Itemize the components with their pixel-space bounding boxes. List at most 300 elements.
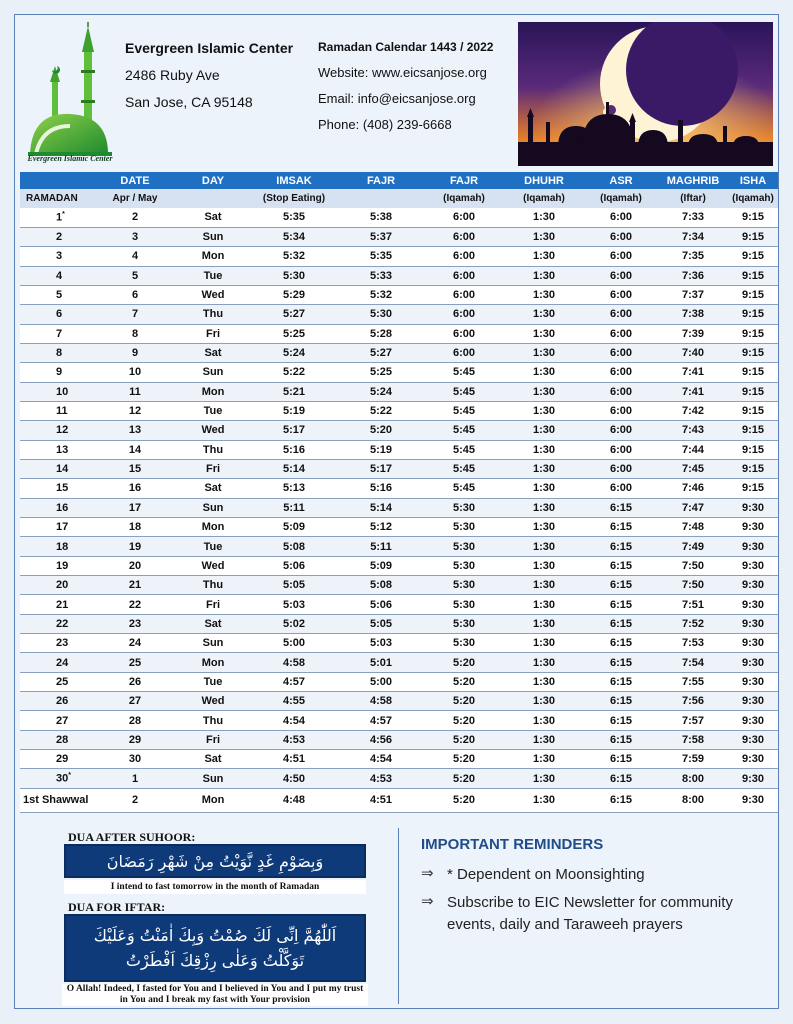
table-cell: 5:20 [424,672,504,691]
column-subheader: (Iftar) [658,189,728,208]
table-cell: 9:15 [728,208,778,227]
reminder-text: * Dependent on Moonsighting [447,866,645,883]
dua-suhoor-translation: I intend to fast tomorrow in the month of Ramadan [64,880,366,894]
table-cell: 6:00 [584,285,658,304]
table-row [20,692,778,711]
column-subheader [338,189,424,208]
table-cell: 5:28 [338,324,424,343]
table-cell: 28 [20,730,94,749]
table-cell: 2 [94,788,176,812]
table-row [20,324,778,343]
table-cell: 9:30 [728,653,778,672]
table-row [20,788,778,812]
table-cell: 7:46 [658,479,728,498]
table-cell: 7:44 [658,440,728,459]
table-row [20,653,778,672]
table-cell: 5:13 [250,479,338,498]
table-cell: 7:38 [658,305,728,324]
website-text: Website: www.eicsanjose.org [318,65,487,80]
table-row [20,750,778,769]
table-cell: 6:00 [584,459,658,478]
table-cell: 9:15 [728,285,778,304]
table-cell: 5:06 [250,556,338,575]
table-cell: 25 [94,653,176,672]
table-cell: 6:15 [584,750,658,769]
table-cell: 5:21 [250,382,338,401]
table-cell: 7:52 [658,614,728,633]
table-cell: 6:00 [424,266,504,285]
table-cell: Wed [176,285,250,304]
table-cell: 7:40 [658,343,728,362]
table-cell: 5:45 [424,440,504,459]
table-row [20,285,778,304]
mosque-logo [22,22,114,168]
table-cell: 6:00 [584,324,658,343]
table-row [20,382,778,401]
table-cell: 5:19 [250,401,338,420]
table-cell: 9:30 [728,750,778,769]
table-cell: 5:08 [338,576,424,595]
table-cell: 7:57 [658,711,728,730]
table-cell: 1:30 [504,285,584,304]
table-cell: 7 [20,324,94,343]
table-cell: 5:30 [424,556,504,575]
table-cell: 5:32 [338,285,424,304]
table-cell: 5:30 [424,498,504,517]
table-cell: 6:00 [584,421,658,440]
table-row [20,614,778,633]
table-cell: Wed [176,421,250,440]
dua-suhoor-arabic [64,844,366,878]
table-cell: 5:16 [250,440,338,459]
table-cell: Thu [176,305,250,324]
table-cell: 7:37 [658,285,728,304]
table-cell: 9:15 [728,343,778,362]
table-cell: 25 [20,672,94,691]
column-subheader: (Iqamah) [584,189,658,208]
table-cell: 18 [20,537,94,556]
center-street: 2486 Ruby Ave [125,67,220,83]
table-cell: 17 [94,498,176,517]
table-cell: 5:45 [424,363,504,382]
table-cell: 5:03 [338,634,424,653]
table-cell: Fri [176,730,250,749]
table-cell: 6:00 [584,363,658,382]
table-cell: 9:15 [728,421,778,440]
table-cell: 1:30 [504,537,584,556]
table-cell: 7:49 [658,537,728,556]
footer-divider [398,828,399,1004]
table-cell: 6:00 [424,343,504,362]
table-cell: 1:30 [504,556,584,575]
table-cell: 4:58 [338,692,424,711]
table-row [20,401,778,420]
table-cell: 6:15 [584,498,658,517]
table-cell: 1:30 [504,324,584,343]
arrow-right-icon: ⇒ [421,893,434,910]
table-cell: Thu [176,576,250,595]
table-cell: 12 [20,421,94,440]
table-cell: 7:48 [658,518,728,537]
table-cell: 14 [20,459,94,478]
table-cell: 5:27 [338,343,424,362]
table-cell: 10 [94,363,176,382]
table-cell: 1:30 [504,498,584,517]
table-cell: 1:30 [504,479,584,498]
table-row [20,440,778,459]
table-cell: 7:43 [658,421,728,440]
table-cell: 19 [94,537,176,556]
table-cell: 6:15 [584,576,658,595]
table-row [20,537,778,556]
table-row [20,363,778,382]
table-cell: 24 [94,634,176,653]
table-cell: 4:55 [250,692,338,711]
table-row [20,459,778,478]
table-cell: 6:00 [584,401,658,420]
table-cell: 3 [94,227,176,246]
table-cell: 6:00 [584,208,658,227]
table-cell: 6:15 [584,692,658,711]
table-cell: 9:15 [728,266,778,285]
table-row [20,421,778,440]
table-cell: 5:38 [338,208,424,227]
table-cell: 5:00 [338,672,424,691]
table-cell: 7:35 [658,247,728,266]
table-cell: 24 [20,653,94,672]
table-row [20,343,778,362]
table-cell: 22 [94,595,176,614]
table-cell: 1:30 [504,440,584,459]
table-header-row [20,172,778,189]
table-cell: 5:20 [424,692,504,711]
table-cell: 9:15 [728,479,778,498]
table-cell: 7:55 [658,672,728,691]
table-cell: 9:30 [728,788,778,812]
table-row [20,672,778,691]
table-cell: 4:53 [338,769,424,788]
table-row [20,498,778,517]
table-cell: 9:30 [728,614,778,633]
dua-suhoor-arabic-text: وَبِصَوْمِ غَدٍ نَّوَيْتُ مِنْ شَهْرِ رَمَضَانَ [106,851,324,871]
table-subheader-row [20,189,778,208]
table-cell: 14 [94,440,176,459]
table-row [20,305,778,324]
table-cell: 22 [20,614,94,633]
table-cell: Thu [176,440,250,459]
table-row [20,556,778,575]
table-cell: 5:20 [424,730,504,749]
table-cell: 7:47 [658,498,728,517]
column-subheader [176,189,250,208]
table-cell: 5:11 [338,537,424,556]
table-cell: 9:15 [728,247,778,266]
table-cell: 1:30 [504,421,584,440]
table-cell: 9:30 [728,730,778,749]
table-cell: 16 [94,479,176,498]
table-cell: 6:00 [584,227,658,246]
table-cell: 5:16 [338,479,424,498]
table-cell: 20 [94,556,176,575]
table-cell: 7:50 [658,556,728,575]
column-header: ISHA [728,172,778,189]
table-cell: 6:00 [584,440,658,459]
table-cell: 5:05 [338,614,424,633]
table-cell: 6:00 [424,324,504,343]
dua-suhoor-title: DUA AFTER SUHOOR: [68,830,196,844]
table-cell: 9:30 [728,769,778,788]
table-cell: 1:30 [504,711,584,730]
table-cell: 6:00 [424,208,504,227]
table-cell: 5:27 [250,305,338,324]
table-cell: 5:30 [424,537,504,556]
table-cell: 5:05 [250,576,338,595]
crescent-mosque-banner [518,22,773,166]
table-cell: Fri [176,459,250,478]
table-cell: Mon [176,788,250,812]
table-cell: 6:15 [584,556,658,575]
table-cell: Sat [176,750,250,769]
table-cell: 5:30 [424,614,504,633]
table-cell: 1:30 [504,305,584,324]
table-cell: Tue [176,266,250,285]
calendar-title: Ramadan Calendar 1443 / 2022 [318,40,494,54]
table-cell: Mon [176,653,250,672]
table-cell: 5:08 [250,537,338,556]
table-cell: 7:59 [658,750,728,769]
table-cell: 7:39 [658,324,728,343]
table-cell: 7:56 [658,692,728,711]
table-cell: Sun [176,363,250,382]
table-cell: 6:15 [584,614,658,633]
table-cell: 9:30 [728,672,778,691]
table-cell: 5:14 [338,498,424,517]
column-subheader: (Iqamah) [504,189,584,208]
table-cell: 6:00 [584,266,658,285]
ramadan-calendar-table [20,172,778,813]
table-cell: 7:33 [658,208,728,227]
table-cell: 15 [20,479,94,498]
table-cell: 9:15 [728,227,778,246]
dua-iftar-arabic [64,914,366,982]
table-cell: 7:41 [658,382,728,401]
table-cell: 4 [94,247,176,266]
table-cell: 4:54 [338,750,424,769]
table-cell: 18 [94,518,176,537]
table-cell: 1:30 [504,692,584,711]
table-cell: 11 [94,382,176,401]
table-row [20,711,778,730]
table-cell [20,208,94,227]
table-cell: 5:20 [424,653,504,672]
center-name: Evergreen Islamic Center [125,40,294,56]
table-cell: Sat [176,479,250,498]
table-cell: 6:00 [424,247,504,266]
table-row [20,247,778,266]
reminder-item [421,892,767,936]
moonsighting-asterisk: * [62,211,65,219]
table-cell: 5:03 [250,595,338,614]
table-cell: 5:30 [338,305,424,324]
column-header: FAJR [424,172,504,189]
table-cell: 1:30 [504,576,584,595]
table-cell: 4:54 [250,711,338,730]
table-cell: 28 [94,711,176,730]
table-cell: 1:30 [504,730,584,749]
table-cell: 5:35 [338,247,424,266]
reminder-item [421,864,767,886]
table-cell: 5:20 [424,788,504,812]
table-cell: 5:25 [250,324,338,343]
table-cell: Mon [176,518,250,537]
table-row [20,730,778,749]
table-cell: 1:30 [504,363,584,382]
table-cell: 5:45 [424,459,504,478]
table-row [20,518,778,537]
table-cell: 1:30 [504,247,584,266]
table-cell: 9:30 [728,537,778,556]
table-cell: 17 [20,518,94,537]
table-cell: 29 [20,750,94,769]
table-cell: 5:00 [250,634,338,653]
column-header: DAY [176,172,250,189]
column-header: MAGHRIB [658,172,728,189]
column-header: DHUHR [504,172,584,189]
table-cell: 15 [94,459,176,478]
table-cell: 1:30 [504,672,584,691]
arrow-right-icon: ⇒ [421,865,434,882]
table-cell: 5:30 [250,266,338,285]
table-cell: 27 [94,692,176,711]
table-cell: 9:15 [728,363,778,382]
table-cell: 5:12 [338,518,424,537]
table-cell: 6:00 [424,285,504,304]
table-cell: 1 [94,769,176,788]
table-cell: 1:30 [504,614,584,633]
table-cell: 1:30 [504,227,584,246]
table-cell: 1:30 [504,750,584,769]
table-cell: 6:15 [584,595,658,614]
table-cell: 1:30 [504,788,584,812]
table-cell: 6:00 [584,305,658,324]
table-cell: 1st Shawwal [20,788,94,812]
table-cell: 6:00 [584,382,658,401]
table-cell: 1:30 [504,382,584,401]
table-cell: 3 [20,247,94,266]
table-cell: 5:30 [424,576,504,595]
dua-iftar-arabic-line-1: اَللّٰهُمَّ اِنِّی لَكَ صُمْتُ وَبِكَ اٰمَنْتُ وَعَلَيْكَ [93,926,337,945]
table-cell: 6:15 [584,711,658,730]
table-cell: Sat [176,343,250,362]
table-cell: 1:30 [504,634,584,653]
table-cell: 1:30 [504,518,584,537]
table-cell: 9:30 [728,498,778,517]
table-cell: 9:15 [728,324,778,343]
table-cell: Sat [176,614,250,633]
table-row [20,634,778,653]
table-cell: 1:30 [504,266,584,285]
table-cell: 1:30 [504,769,584,788]
table-cell: Wed [176,556,250,575]
table-cell: 8:00 [658,769,728,788]
table-cell: 6:00 [584,479,658,498]
table-row [20,769,778,788]
column-header: IMSAK [250,172,338,189]
table-cell: 7:53 [658,634,728,653]
table-cell: 6 [20,305,94,324]
table-cell: Fri [176,595,250,614]
table-cell [20,769,94,788]
table-cell: 5:24 [250,343,338,362]
table-cell: 5:17 [250,421,338,440]
table-cell: 9:30 [728,595,778,614]
table-cell: 4:53 [250,730,338,749]
table-cell: 23 [20,634,94,653]
table-cell: 9:30 [728,576,778,595]
table-cell: 7:51 [658,595,728,614]
table-cell: 9:15 [728,401,778,420]
table-cell: 4:51 [250,750,338,769]
table-cell: Thu [176,711,250,730]
table-cell: 21 [20,595,94,614]
table-cell: Tue [176,672,250,691]
table-cell: 12 [94,401,176,420]
table-cell: 6:15 [584,672,658,691]
table-cell: 23 [94,614,176,633]
table-cell: 7:54 [658,653,728,672]
table-cell: 6:15 [584,518,658,537]
table-cell: 5:19 [338,440,424,459]
table-cell: 5:37 [338,227,424,246]
table-cell: 21 [94,576,176,595]
ramadan-day: 30 [56,772,69,785]
table-cell: 5:45 [424,421,504,440]
table-cell: 5:22 [338,401,424,420]
table-cell: 5:22 [250,363,338,382]
table-cell: 1:30 [504,208,584,227]
table-cell: 13 [94,421,176,440]
table-cell: 4:57 [338,711,424,730]
table-cell: 1:30 [504,459,584,478]
column-subheader: (Iqamah) [424,189,504,208]
table-cell: 9:30 [728,556,778,575]
table-cell: 4:48 [250,788,338,812]
column-header [20,172,94,189]
table-cell: Sun [176,227,250,246]
table-cell: 5:34 [250,227,338,246]
table-cell: 9 [20,363,94,382]
table-cell: 7:45 [658,459,728,478]
table-cell: 29 [94,730,176,749]
table-cell: Sat [176,208,250,227]
table-row [20,576,778,595]
table-cell: 5:45 [424,382,504,401]
table-cell: 9:30 [728,692,778,711]
table-cell: 1:30 [504,653,584,672]
table-row [20,595,778,614]
table-cell: 6:15 [584,634,658,653]
table-cell: 7 [94,305,176,324]
phone-text: Phone: (408) 239-6668 [318,117,452,132]
table-row [20,479,778,498]
table-cell: 9:15 [728,440,778,459]
table-cell: 7:34 [658,227,728,246]
table-row [20,266,778,285]
column-header: DATE [94,172,176,189]
table-cell: Wed [176,692,250,711]
table-cell: 5:30 [424,518,504,537]
column-header: FAJR [338,172,424,189]
